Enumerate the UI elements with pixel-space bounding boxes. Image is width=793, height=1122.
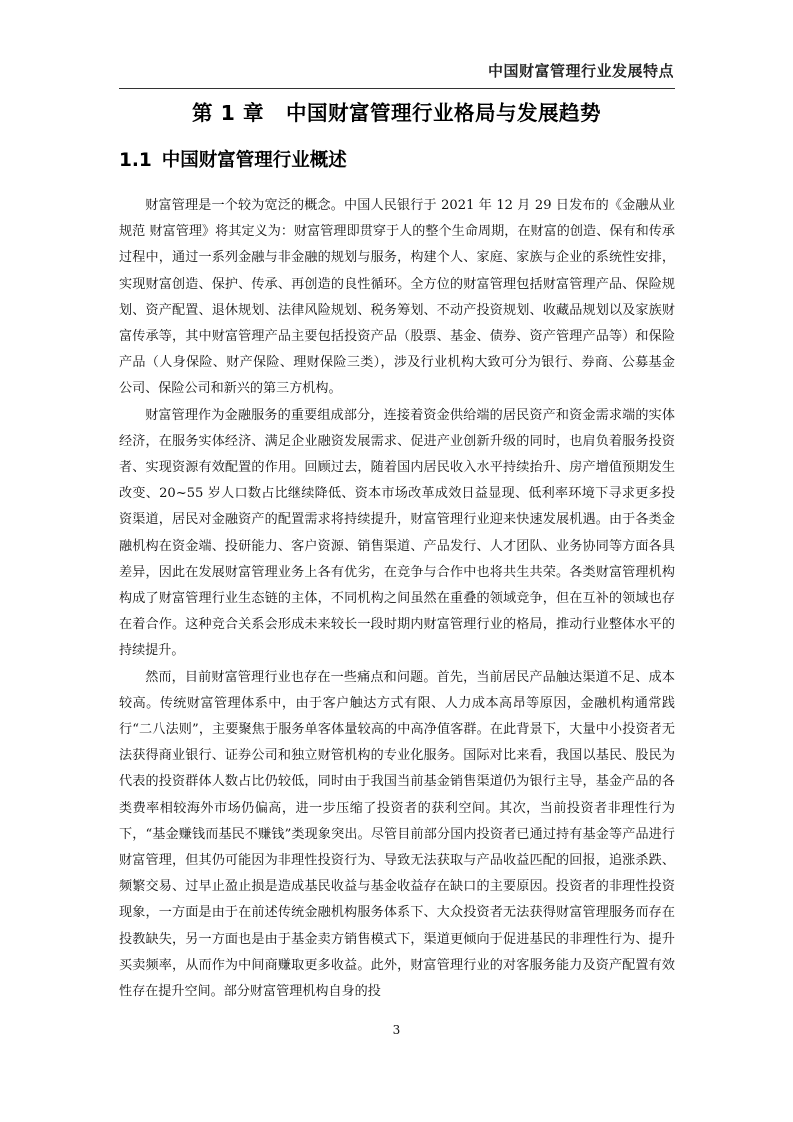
section-title-text: 中国财富管理行业概述 [161, 150, 347, 171]
running-header: 中国财富管理行业发展特点 [487, 62, 674, 80]
header-divider [119, 88, 675, 89]
page-number: 3 [392, 1023, 401, 1037]
section-number: 1.1 [119, 150, 152, 171]
paragraph: 财富管理作为金融服务的重要组成部分，连接着资金供给端的居民资产和资金需求端的实体经济，在服务实体经济、满足企业融资发展需求、促进产业创新升级的同时，也肩负着服务投资者、实现资源有效配置的作用。回顾过去，随着国内居民收入水平持续抬升、房产增值预期发生改变、20~55 岁人口数占比继续降低、资本市场改革成效日益显现、低利率环境下寻求更多投资渠道，居民对金融资产的配置需求将持续提升，财富管理行业迎来快速发展机遇。由于各类金融机构在资金端、投研能力、客户资源、销售渠道、产品发行、人才团队、业务协同等方面各具差异，因此在发展财富管理业务上各有优劣，在竞争与合作中也将共生共荣。各类财富管理机构构成了财富管理行业生态链的主体，不同机构之间虽然在重叠的领域竞争，但在互补的领域也存在着合作。这种竞合关系会形成未来较长一段时期内财富管理行业的格局，推动行业整体水平的持续提升。 [119, 407, 675, 659]
chapter-title-text: 中国财富管理行业格局与发展趋势 [286, 101, 602, 125]
paragraph: 然而，目前财富管理行业也存在一些痛点和问题。首先，当前居民产品触达渠道不足、成本较高。传统财富管理体系中，由于客户触达方式有限、人力成本高昂等原因，金融机构通常践行“二八法则”，主要聚焦于服务单客体量较高的中高净值客群。在此背景下，大量中小投资者无法获得商业银行、证券公司和独立财管机构的专业化服务。国际对比来看，我国以基民、股民为代表的投资群体人数占比仍较低，同时由于我国当前基金销售渠道仍为银行主导，基金产品的各类费率相较海外市场仍偏高，进一步压缩了投资者的获利空间。其次，当前投资者非理性行为下，“基金赚钱而基民不赚钱”类现象突出。尽管目前部分国内投资者已通过持有基金等产品进行财富管理，但其仍可能因为非理性投资行为、导致无法获取与产品收益匹配的回报，追涨杀跌、频繁交易、过早止盈止损是造成基民收益与基金收益存在缺口的主要原因。投资者的非理性投资现象，一方面是由于在前述传统金融机构服务体系下、大众投资者无法获得财富管理服务而存在投教缺失，另一方面也是由于基金卖方销售模式下，渠道更倾向于促进基民的非理性行为、提升买卖频率，从而作为中间商赚取更多收益。此外，财富管理行业的对客服务能力及资产配置有效性存在提升空间。部分财富管理机构自身的投 [119, 669, 675, 1000]
chapter-number: 第 1 章 [191, 101, 265, 125]
chapter-title [0, 96, 793, 126]
paragraph: 财富管理是一个较为宽泛的概念。中国人民银行于 2021 年 12 月 29 日发布的《金融从业规范 财富管理》将其定义为：财富管理即贯穿于人的整个生命周期，在财富的创造、保有和传承过程中，通过一系列金融与非金融的规划与服务，构建个人、家庭、家族与企业的系统性安排，实现财富创造、保护、传承、再创造的良性循环。全方位的财富管理包括财富管理产品、保险规划、资产配置、退休规划、法律风险规划、税务筹划、不动产投资规划、收藏品规划以及家族财富传承等，其中财富管理产品主要包括投资产品（股票、基金、债券、资产管理产品等）和保险产品（人身保险、财产保险、理财保险三类），涉及行业机构大致可分为银行、券商、公募基金公司、保险公司和新兴的第三方机构。 [119, 198, 675, 397]
body-text [119, 193, 675, 1005]
section-title [119, 146, 347, 172]
